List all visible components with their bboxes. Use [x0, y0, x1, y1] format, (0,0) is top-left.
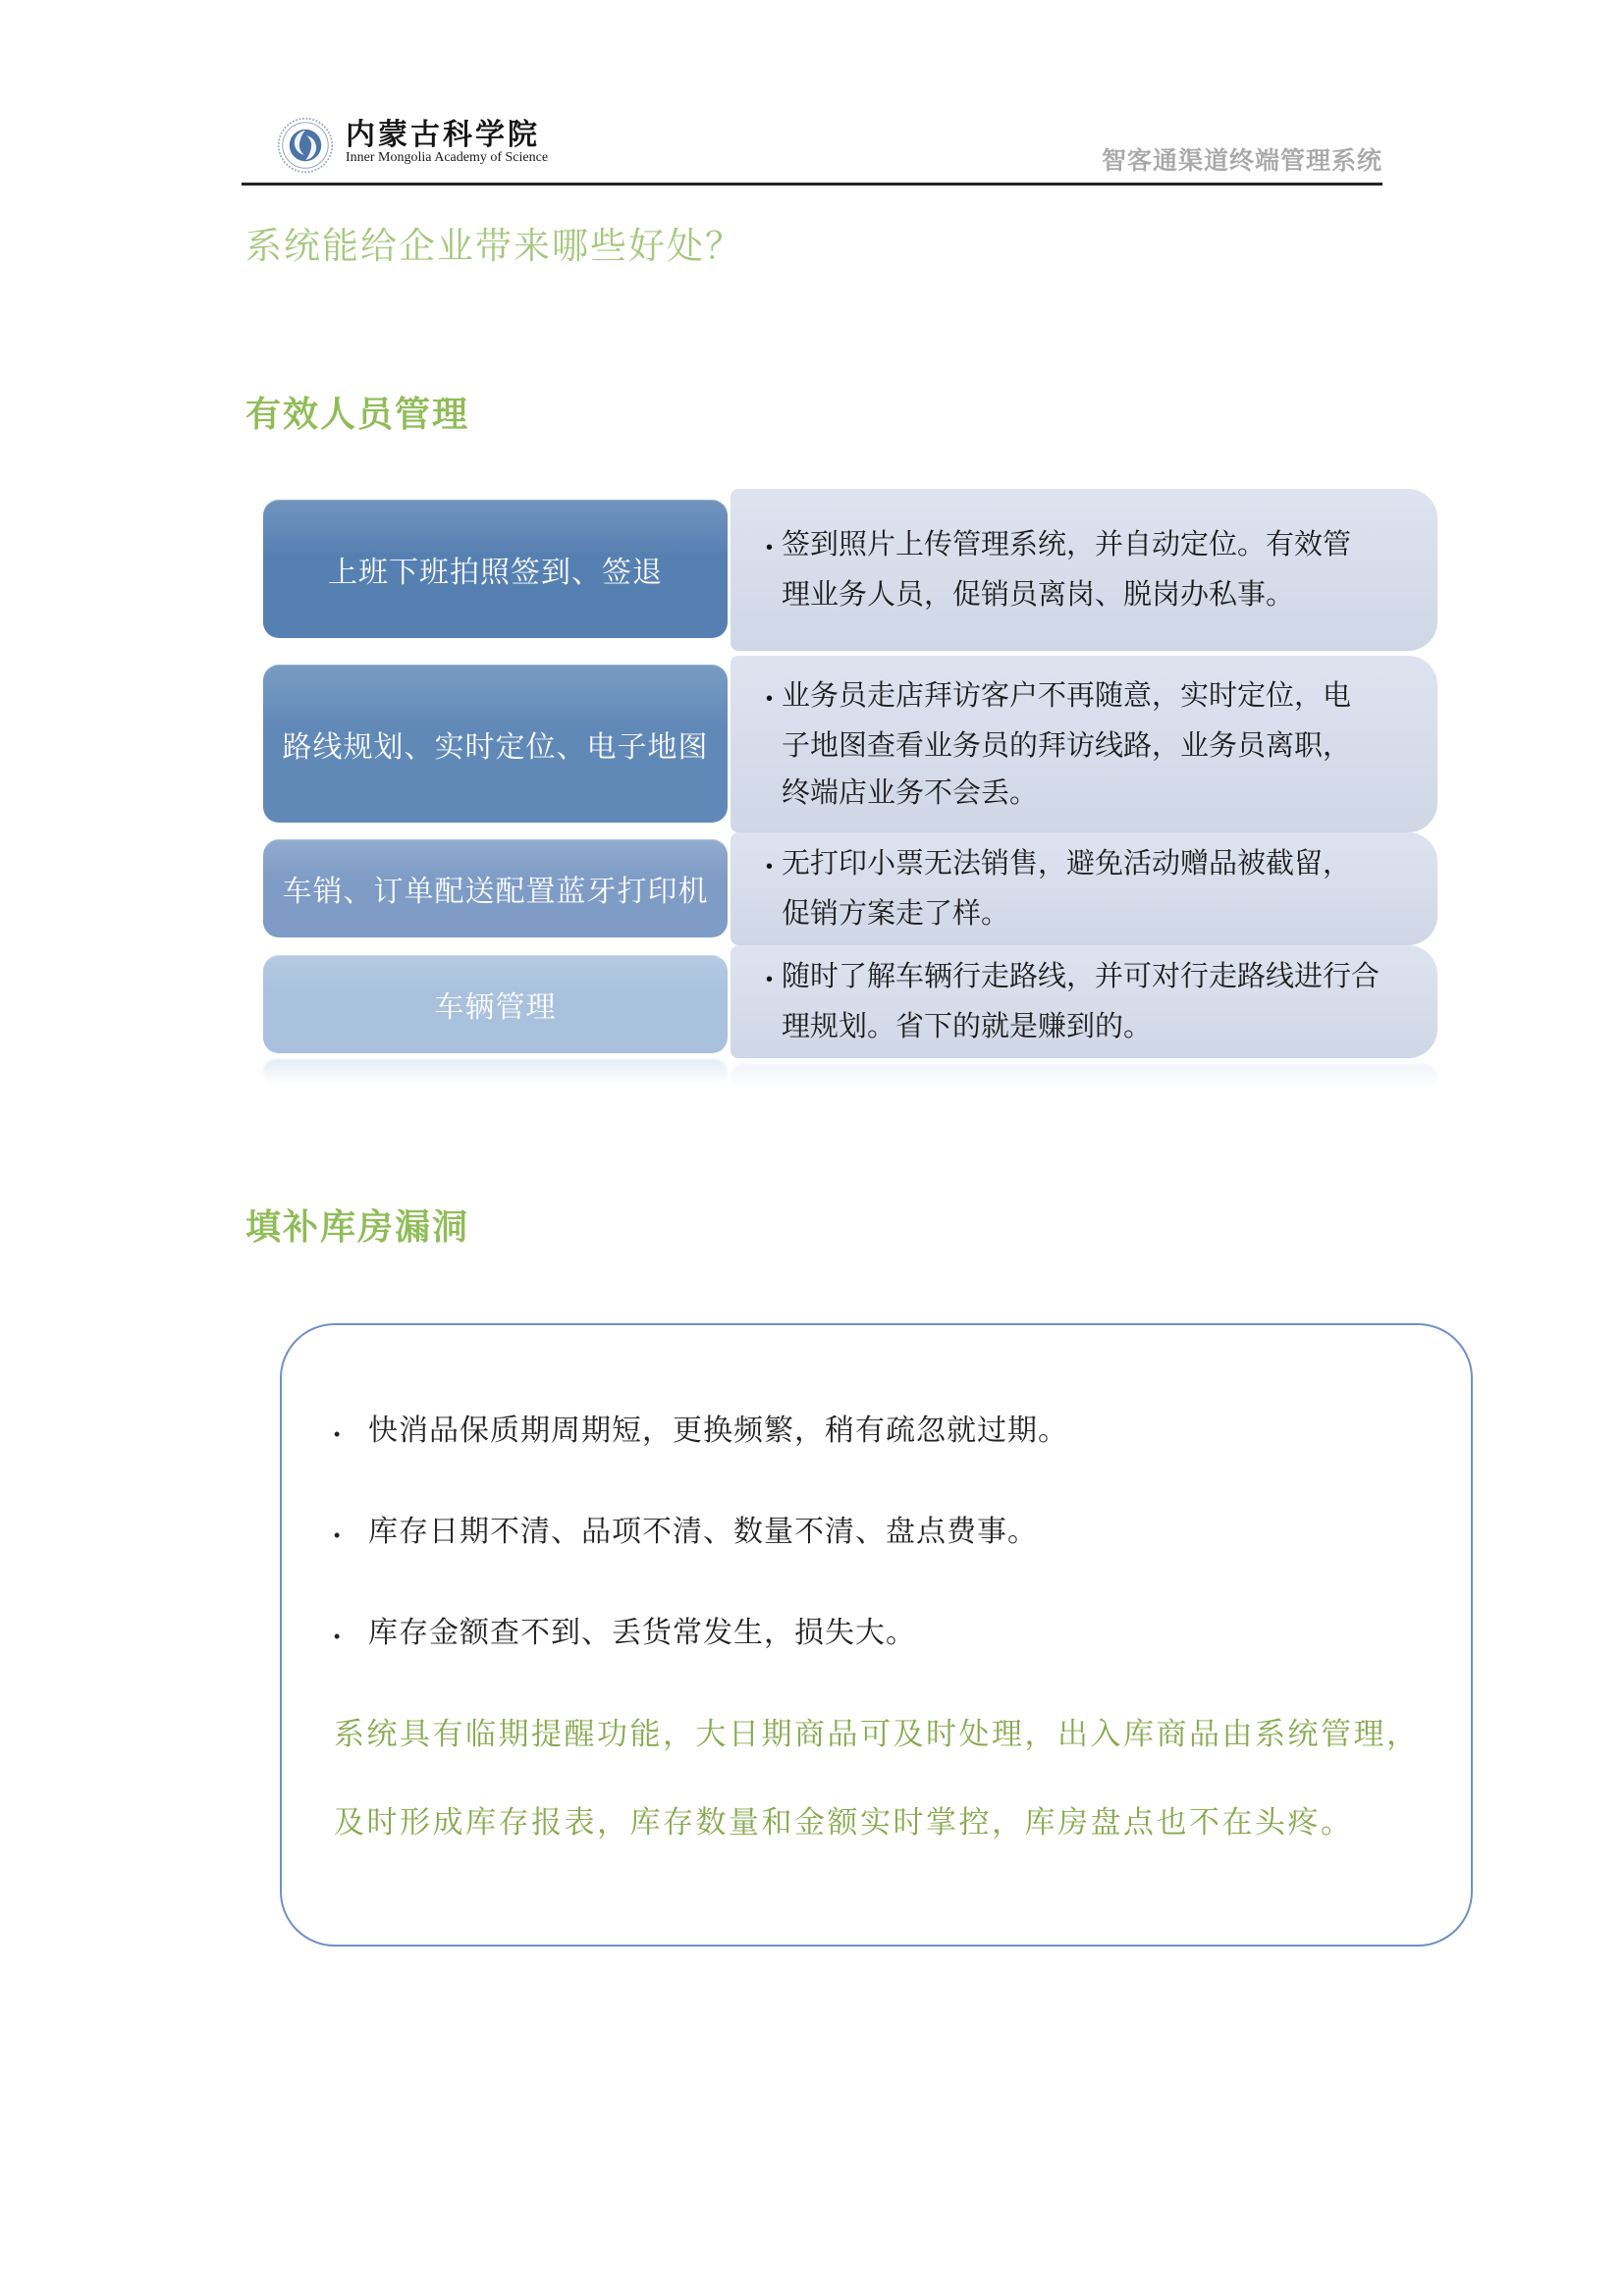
- desc-line: 业务员走店拜访客户不再随意，实时定位，电: [782, 679, 1352, 712]
- bullet-icon: •: [766, 856, 774, 878]
- row-label-box: [263, 665, 728, 823]
- bullet-icon: •: [334, 1525, 342, 1545]
- row-label: 路线规划、实时定位、电子地图: [282, 730, 709, 764]
- desc-line: 子地图查看业务员的拜访线路，业务员离职，: [782, 729, 1352, 762]
- reflection: [263, 1059, 728, 1085]
- academy-name-en: Inner Mongolia Academy of Science: [346, 150, 549, 165]
- desc-line: 促销方案走了样。: [782, 898, 1010, 930]
- warehouse-bullet-item: [334, 1510, 1432, 1558]
- system-name: 智客通渠道终端管理系统: [1101, 147, 1382, 175]
- row-label: 车辆管理: [434, 991, 557, 1024]
- bullet-icon: •: [766, 969, 774, 990]
- warehouse-bullet-item: [334, 1611, 1432, 1659]
- row-label-box: [263, 500, 728, 638]
- header-divider: [242, 183, 1382, 186]
- section-heading-warehouse: 填补库房漏洞: [245, 1206, 470, 1247]
- reflection: [731, 1064, 1437, 1090]
- warehouse-bullet-text: 库存日期不清、品项不清、数量不清、盘点费事。: [368, 1516, 1038, 1548]
- desc-line: 随时了解车辆行走路线，并可对行走路线进行合: [782, 961, 1380, 992]
- page-title: 系统能给企业带来哪些好处？: [245, 226, 743, 266]
- desc-line: 无打印小票无法销售，避免活动赠品被截留，: [782, 848, 1352, 880]
- academy-name-cn: 内蒙古科学院: [346, 119, 540, 151]
- row-desc-box: [731, 832, 1437, 945]
- desc-line: 签到照片上传管理系统，并自动定位。有效管: [782, 529, 1352, 561]
- highlight-line: 系统具有临期提醒功能，大日期商品可及时处理，出入库商品由系统管理，: [334, 1717, 1420, 1751]
- desc-line: 终端店业务不会丢。: [782, 776, 1039, 809]
- row-desc-box: [731, 945, 1437, 1058]
- warehouse-bullet-text: 快消品保质期周期短，更换频繁，稍有疏忽就过期。: [368, 1415, 1068, 1447]
- desc-line: 理规划。省下的就是赚到的。: [782, 1011, 1153, 1042]
- bullet-icon: •: [766, 537, 774, 559]
- bullet-icon: •: [334, 1627, 342, 1646]
- warehouse-box: [280, 1323, 1473, 1947]
- bullet-icon: •: [334, 1424, 342, 1444]
- row-label-box: [263, 955, 728, 1053]
- row-label: 上班下班拍照签到、签退: [328, 556, 663, 589]
- row-desc-box: [731, 656, 1437, 832]
- section-heading-personnel: 有效人员管理: [245, 394, 470, 434]
- row-label: 车销、订单配送配置蓝牙打印机: [282, 876, 709, 908]
- row-label-box: [263, 839, 728, 937]
- warehouse-bullet-item: [334, 1409, 1432, 1457]
- row-desc-box: [731, 489, 1437, 651]
- bullet-icon: •: [766, 687, 774, 710]
- academy-seal-icon: [277, 116, 334, 175]
- desc-line: 理业务人员，促销员离岗、脱岗办私事。: [782, 579, 1295, 611]
- highlight-line: 及时形成库存报表，库存数量和金额实时掌控，库房盘点也不在头疼。: [334, 1805, 1354, 1840]
- warehouse-bullet-text: 库存金额查不到、丢货常发生，损失大。: [368, 1617, 916, 1649]
